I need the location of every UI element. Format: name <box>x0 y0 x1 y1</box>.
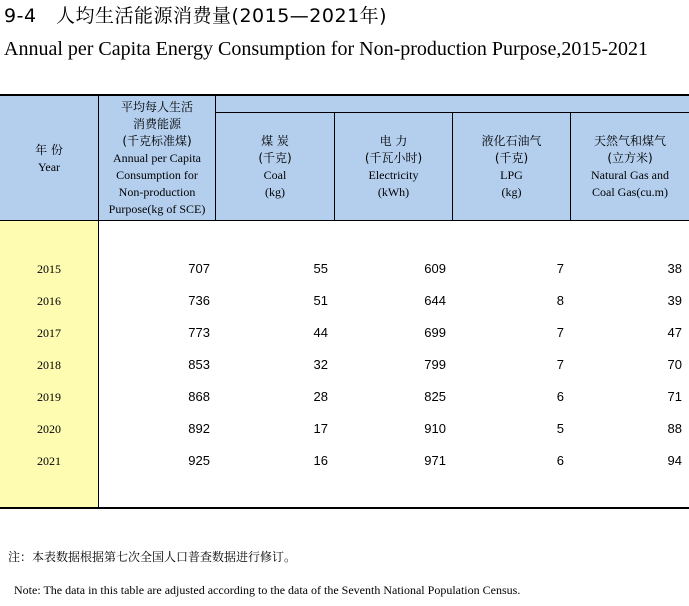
header-gas-en-unit: Coal Gas(cu.m) <box>592 185 668 199</box>
row-gas: 38 <box>667 261 682 276</box>
row-total: 707 <box>188 261 210 276</box>
row-coal: 28 <box>313 389 328 404</box>
header-lpg-cn: 液化石油气 <box>481 134 542 148</box>
row-gas: 70 <box>667 357 682 372</box>
row-electricity: 971 <box>424 453 446 468</box>
row-gas: 71 <box>667 389 682 404</box>
table-row <box>0 349 689 381</box>
header-gas-cn: 天然气和煤气 <box>593 134 666 148</box>
row-year: 2021 <box>37 454 61 468</box>
row-total: 925 <box>188 453 210 468</box>
header-electricity-cn: 电 力 <box>379 134 408 148</box>
header-electricity-en: Electricity <box>368 168 419 182</box>
row-coal: 17 <box>313 421 328 436</box>
table-row <box>0 285 689 317</box>
row-coal: 16 <box>313 453 328 468</box>
row-electricity: 609 <box>424 261 446 276</box>
table-note-en: Note: The data in this table are adjusted according to the data of the Seventh National Population Census. <box>14 583 521 597</box>
row-coal: 51 <box>313 293 328 308</box>
row-lpg: 7 <box>556 325 564 340</box>
header-gas <box>571 113 689 221</box>
row-electricity: 910 <box>424 421 446 436</box>
row-electricity: 825 <box>424 389 446 404</box>
row-year: 2019 <box>37 390 61 404</box>
row-lpg: 6 <box>556 389 564 404</box>
row-lpg: 8 <box>556 293 564 308</box>
header-total-en-3: Non-production <box>118 185 196 199</box>
header-total-cn-1: 平均每人生活 <box>120 100 193 114</box>
row-gas: 88 <box>667 421 682 436</box>
row-gas: 47 <box>667 325 682 340</box>
header-lpg-cn-unit: (千克) <box>494 151 529 165</box>
row-lpg: 7 <box>556 261 564 276</box>
header-total <box>99 96 215 221</box>
header-total-en-1: Annual per Capita <box>113 151 201 165</box>
table-row <box>0 253 689 285</box>
header-coal-cn-unit: (千克) <box>258 151 292 165</box>
row-total: 853 <box>188 357 210 372</box>
table-row <box>0 445 689 477</box>
row-coal: 55 <box>313 261 328 276</box>
row-total: 868 <box>188 389 210 404</box>
header-lpg <box>453 113 570 221</box>
header-gas-en: Natural Gas and <box>591 168 669 182</box>
header-total-cn-3: (千克标准煤) <box>122 134 192 148</box>
row-year: 2017 <box>37 326 61 340</box>
row-total: 773 <box>188 325 210 340</box>
row-coal: 32 <box>313 357 328 372</box>
header-year <box>0 96 98 221</box>
header-total-en-2: Consumption for <box>116 168 198 182</box>
header-electricity-en-unit: (kWh) <box>377 185 410 199</box>
table-row <box>0 381 689 413</box>
table-bottom-rule <box>0 507 689 509</box>
row-year: 2016 <box>37 294 61 308</box>
row-electricity: 644 <box>424 293 446 308</box>
table-note-cn: 注：本表数据根据第七次全国人口普查数据进行修订。 <box>8 550 297 564</box>
header-year-cn: 年 份 <box>35 142 63 157</box>
header-total-en-4: Purpose(kg of SCE) <box>108 202 206 216</box>
row-year: 2015 <box>37 262 61 276</box>
table-title-cn: 9-4 人均生活能源消费量(2015—2021年) <box>4 5 388 27</box>
header-coal-en: Coal <box>263 168 287 182</box>
header-total-cn-2: 消费能源 <box>132 117 181 131</box>
header-lpg-en-unit: (kg) <box>501 185 522 199</box>
row-lpg: 5 <box>556 421 564 436</box>
table-row <box>0 413 689 445</box>
row-gas: 94 <box>667 453 682 468</box>
row-year: 2018 <box>37 358 61 372</box>
header-coal <box>216 113 334 221</box>
row-electricity: 699 <box>424 325 446 340</box>
row-total: 892 <box>188 421 210 436</box>
row-year: 2020 <box>37 422 61 436</box>
header-gas-cn-unit: (立方米) <box>607 151 653 165</box>
row-lpg: 7 <box>556 357 564 372</box>
row-coal: 44 <box>313 325 328 340</box>
row-gas: 39 <box>667 293 682 308</box>
row-total: 736 <box>188 293 210 308</box>
header-year-en: Year <box>37 159 61 174</box>
row-lpg: 6 <box>556 453 564 468</box>
header-electricity-cn-unit: (千瓦小时) <box>364 151 423 165</box>
table-title-en: Annual per Capita Energy Consumption for Non-production Purpose,2015-2021 <box>4 38 648 60</box>
header-electricity <box>335 113 452 221</box>
header-coal-en-unit: (kg) <box>265 185 285 199</box>
row-electricity: 799 <box>424 357 446 372</box>
header-coal-cn: 煤 炭 <box>261 134 289 148</box>
header-lpg-en: LPG <box>500 168 523 182</box>
table-row <box>0 317 689 349</box>
